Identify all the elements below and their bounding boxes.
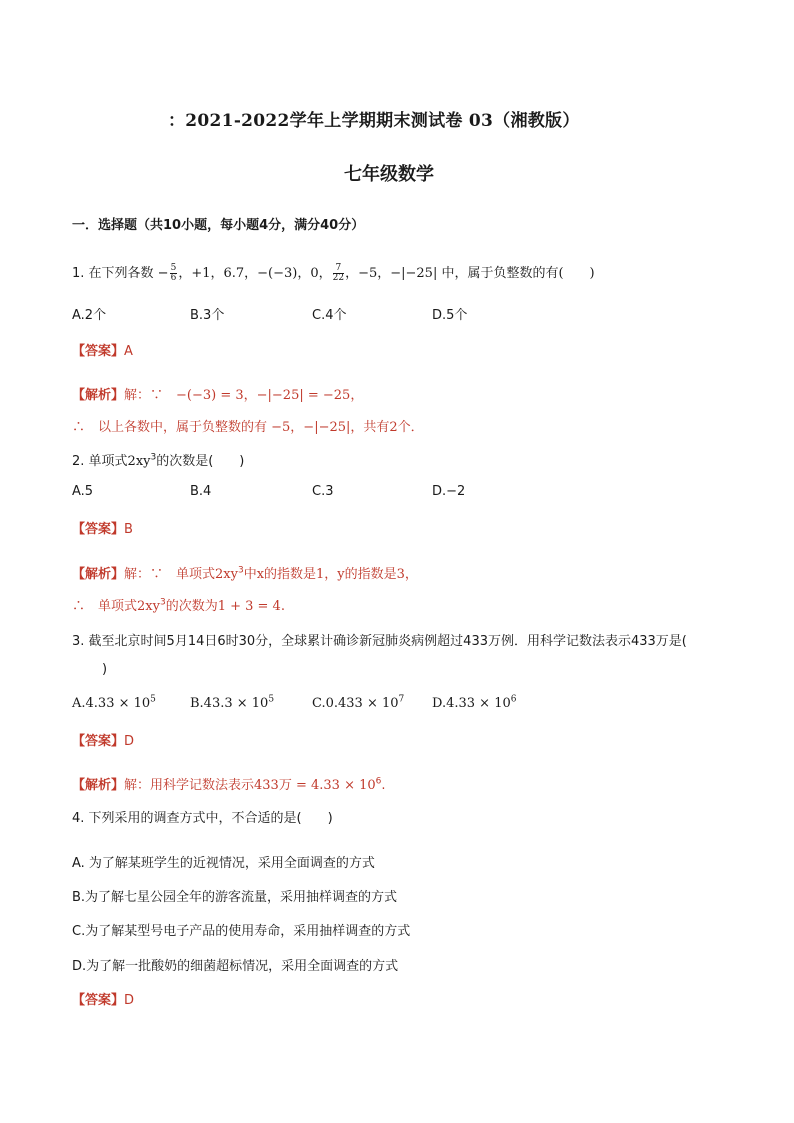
- answer-tag: 【答案】: [72, 734, 125, 749]
- fraction: $\frac{7}{22}$: [332, 263, 345, 283]
- question-text: 在下列各数 −: [88, 266, 169, 281]
- option-a: A.5: [72, 484, 94, 499]
- section-heading: 一．选择题（共10小题，每小题4分，满分40分）: [72, 218, 365, 233]
- option-a: A. 为了解某班学生的近视情况，采用全面调查的方式: [72, 856, 375, 871]
- exponent: 3: [159, 597, 166, 608]
- question-number: 2.: [72, 454, 85, 469]
- answer-line: [72, 730, 134, 749]
- question-2: [72, 450, 244, 469]
- page-title: ：2021-2022学年上学期期末测试卷 03（湘教版）: [168, 111, 580, 131]
- analysis-tag: 【解析】: [72, 567, 125, 582]
- analysis-text: 中x的指数是1，y的指数是3，: [243, 567, 418, 582]
- option-b: B.4: [190, 484, 212, 499]
- page-subtitle: 七年级数学: [344, 164, 434, 185]
- analysis-tag: 【解析】: [72, 388, 125, 403]
- option-d: D.为了解一批酸奶的细菌超标情况，采用全面调查的方式: [72, 959, 399, 974]
- question-3: [72, 630, 687, 649]
- option-c: C.为了解某型号电子产品的使用寿命，采用抽样调查的方式: [72, 924, 411, 939]
- option-c: $C.0.433 \times 10^7$: [312, 694, 405, 711]
- answer-tag: 【答案】: [72, 344, 125, 359]
- question-text: 截至北京时间5月14日6时30分，全球累计确诊新冠肺炎病例超过433万例．用科学记数法表示433万是(: [88, 634, 687, 649]
- question-1: [72, 262, 595, 283]
- option-c: C.3: [312, 484, 334, 499]
- option-c: C.4个: [312, 308, 347, 323]
- analysis-line: [72, 774, 386, 793]
- analysis-text: ∴ 以上各数中，属于负整数的有 −5，−|−25|，共有2个．: [72, 420, 424, 435]
- analysis-text: .: [381, 778, 386, 793]
- answer-line: [72, 989, 134, 1008]
- analysis-text: ∴ 单项式2xy: [72, 599, 160, 614]
- exponent: 3: [150, 452, 157, 463]
- analysis-tag: 【解析】: [72, 778, 125, 793]
- analysis-line: [72, 384, 363, 403]
- answer-value: D: [124, 993, 135, 1008]
- option-a: $A.4.33 \times 10^5$: [72, 694, 156, 711]
- question-number: 1.: [72, 266, 85, 281]
- option-b: B.3个: [190, 308, 225, 323]
- exponent: 6: [375, 776, 382, 787]
- analysis-text: 解：用科学记数法表示433万 = 4.33 × 10: [124, 778, 376, 793]
- option-d: D.5个: [432, 308, 468, 323]
- option-b: B.为了解七星公园全年的游客流量，采用抽样调查的方式: [72, 890, 398, 905]
- analysis-text: 解：∵ 单项式2xy: [124, 567, 238, 582]
- question-text-continued: ): [102, 662, 108, 677]
- question-text: ，+1，6.7，−(−3)，0，: [178, 266, 332, 281]
- answer-value: D: [124, 734, 135, 749]
- answer-value: B: [124, 522, 133, 537]
- analysis-text: 的次数为1 + 3 = 4.: [165, 599, 285, 614]
- exponent: 3: [237, 565, 244, 576]
- answer-line: [72, 340, 133, 359]
- question-4: [72, 807, 333, 826]
- question-number: 3.: [72, 634, 85, 649]
- question-number: 4.: [72, 811, 85, 826]
- option-d: D.−2: [432, 484, 466, 499]
- answer-value: A: [124, 344, 133, 359]
- answer-line: [72, 518, 133, 537]
- answer-tag: 【答案】: [72, 522, 125, 537]
- answer-tag: 【答案】: [72, 993, 125, 1008]
- question-text: ，−5，−|−25| 中，属于负整数的有( ): [345, 266, 595, 281]
- option-b: $B.43.3 \times 10^5$: [190, 694, 275, 711]
- question-text: 下列采用的调查方式中，不合适的是( ): [88, 811, 333, 826]
- question-text: 的次数是( ): [156, 454, 245, 469]
- option-a: A.2个: [72, 308, 107, 323]
- analysis-line: [72, 563, 418, 582]
- fraction: $\frac{5}{6}$: [170, 263, 177, 283]
- option-d: $D.4.33 \times 10^6$: [432, 694, 517, 711]
- analysis-text: 解：∵ −(−3) = 3，−|−25| = −25，: [124, 388, 364, 403]
- question-text: 单项式2xy: [88, 454, 151, 469]
- analysis-line: [72, 595, 285, 614]
